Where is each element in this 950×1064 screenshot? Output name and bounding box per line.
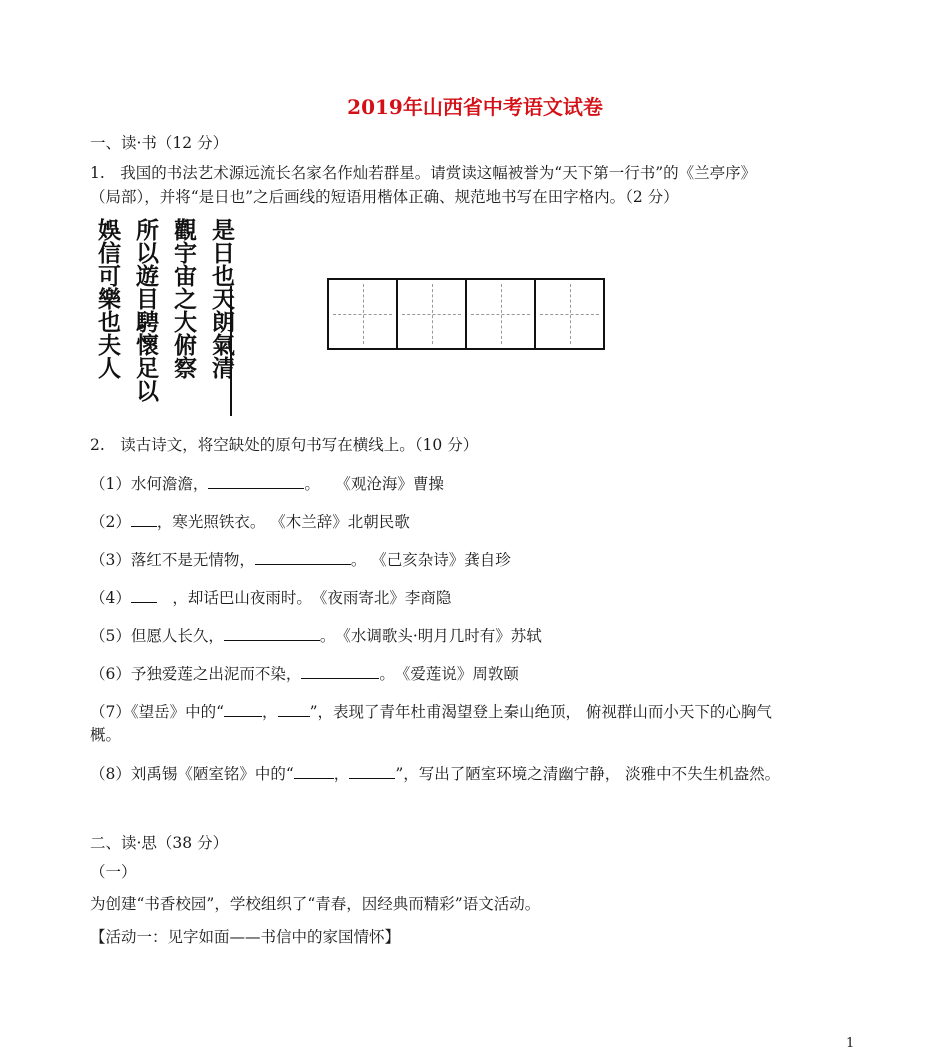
q2-item-4: [90, 587, 451, 608]
answer-blank[interactable]: [255, 549, 351, 565]
q2-item-3: [90, 549, 511, 570]
page-number: 1: [846, 1036, 855, 1051]
section2-heading: 二、读·思（38 分）: [90, 834, 229, 852]
item-text: ，: [333, 765, 350, 783]
calligraphy-image: [88, 218, 238, 418]
item-text: （7）《望岳》中的“: [90, 703, 225, 721]
answer-blank[interactable]: [131, 587, 157, 603]
item-text: 。 《己亥杂诗》龚自珍: [350, 551, 511, 569]
q1-line1: 1. 我国的书法艺术源远流长名家名作灿若群星。请赏读这幅被誉为“天下第一行书”的《兰亭序》: [90, 164, 757, 182]
tianzige-cell[interactable]: [398, 280, 467, 348]
section2-part: （一）: [90, 863, 137, 881]
page-title: 2019年山西省中考语文试卷: [347, 95, 603, 119]
activity1-heading: 【活动一：见字如面——书信中的家国情怀】: [90, 928, 401, 946]
tianzige-grid[interactable]: [327, 278, 605, 350]
item-text: 。 《观沧海》曹操: [304, 475, 444, 493]
answer-blank[interactable]: [278, 701, 310, 717]
q2-item-2: [90, 511, 410, 532]
calligraphy-column: 所以遊目騁懷足以: [132, 218, 159, 402]
item-text: （3）落红不是无情物，: [90, 551, 255, 569]
answer-blank[interactable]: [208, 473, 304, 489]
q2-item-1: [90, 473, 444, 494]
answer-blank[interactable]: [224, 701, 262, 717]
item-text: （8）刘禹锡《陋室铭》中的“: [90, 765, 294, 783]
item-text: ，寒光照铁衣。 《木兰辞》北朝民歌: [156, 513, 410, 531]
q2-heading: 2. 读古诗文，将空缺处的原句书写在横线上。（10 分）: [90, 436, 479, 454]
section2-intro: 为创建“书香校园”，学校组织了“青春，因经典而精彩”语文活动。: [90, 895, 541, 913]
q2-item-8: [90, 763, 780, 784]
q2-item-5: [90, 625, 542, 646]
section1-heading: 一、读·书（12 分）: [90, 134, 229, 152]
item-text: （1）水何澹澹，: [90, 475, 209, 493]
answer-blank[interactable]: [224, 625, 320, 641]
tianzige-cell[interactable]: [536, 280, 603, 348]
q2-item-7-line2: 概。: [90, 726, 122, 744]
item-text: 。 《水调歌头·明月几时有》苏轼: [319, 627, 542, 645]
q2-item-7: [90, 701, 772, 722]
item-text: （6）予独爱莲之出泥而不染，: [90, 665, 302, 683]
tianzige-cell[interactable]: [467, 280, 536, 348]
item-text: （4）: [90, 589, 131, 607]
answer-blank[interactable]: [301, 663, 379, 679]
item-text: ，: [262, 703, 278, 721]
calligraphy-column: 觀宇宙之大俯察: [170, 218, 197, 379]
underline-mark: [230, 286, 232, 416]
item-text: ”，写出了陋室环境之清幽宁静， 淡雅中不失生机盎然。: [395, 765, 781, 783]
calligraphy-column: 娛信可樂也夫人: [94, 218, 121, 379]
answer-blank[interactable]: [349, 763, 395, 779]
answer-blank[interactable]: [131, 511, 157, 527]
q2-item-6: [90, 663, 519, 684]
item-text: ，却话巴山夜雨时。 《夜雨寄北》李商隐: [156, 589, 452, 607]
q1-line2: （局部），并将“是日也”之后画线的短语用楷体正确、规范地书写在田字格内。（2 分）: [90, 188, 679, 206]
item-text: （2）: [90, 513, 131, 531]
item-text: （5）但愿人长久，: [90, 627, 224, 645]
item-text: 。 《爱莲说》周敦颐: [379, 665, 519, 683]
item-text: ”，表现了青年杜甫渴望登上秦山绝顶， 俯视群山而小天下的心胸气: [309, 703, 772, 721]
answer-blank[interactable]: [294, 763, 334, 779]
tianzige-cell[interactable]: [329, 280, 398, 348]
calligraphy-column: 是日也天朗氣清: [208, 218, 235, 379]
